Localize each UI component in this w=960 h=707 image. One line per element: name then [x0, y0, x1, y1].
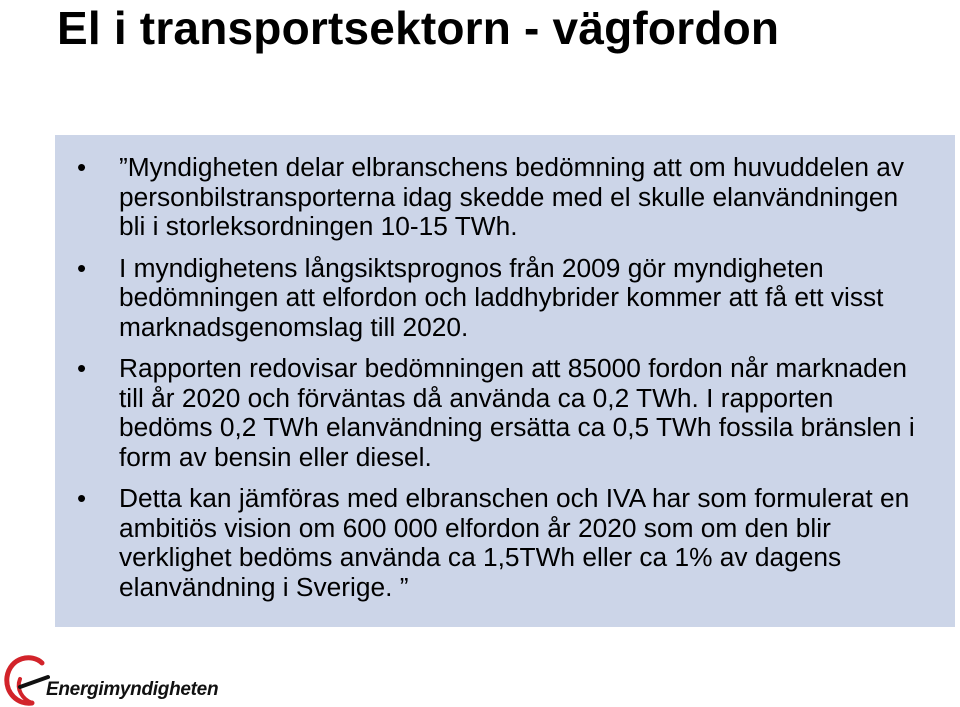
- slide-title: El i transportsektorn - vägfordon: [57, 2, 780, 54]
- bullet-dot-icon: •: [77, 252, 87, 283]
- bullet-item: [55, 354, 955, 472]
- energimyndigheten-logo-icon: [2, 655, 50, 707]
- bullet-text: ”Myndigheten delar elbranschens bedömning att om huvuddelen av personbilstransporterna idag skedde med el skulle elanvändningen bli i storleksordningen 10-15 TWh.: [119, 152, 905, 241]
- bullet-item: [55, 254, 955, 343]
- bullet-dot-icon: •: [77, 152, 87, 182]
- bullet-text: I myndighetens långsiktsprognos från 2009 gör myndigheten bedömningen att elfordon och laddhybrider kommer att få ett visst marknadsgenomslag till 2020.: [119, 252, 884, 342]
- brand-name: Energimyndigheten: [46, 679, 219, 700]
- bullet-text: Rapporten redovisar bedömningen att 85000 fordon når marknaden till år 2020 och förväntas då använda ca 0,2 TWh. I rapporten bedöms 0,2 TWh elanvändning ersätta ca 0,5 TWh fossila bränslen i form av bensin eller diesel.: [119, 353, 915, 472]
- bullet-text: Detta kan jämföras med elbranschen och IVA har som formulerat en ambitiös vision om 600 000 elfordon år 2020 som om den blir verklighet bedöms använda ca 1,5TWh eller ca 1% av dagens elanvändning i Sverige. ”: [119, 483, 910, 602]
- content-box: [55, 135, 955, 627]
- bullet-dot-icon: •: [77, 483, 87, 513]
- bullet-dot-icon: •: [77, 353, 87, 383]
- bullet-item: [55, 153, 955, 242]
- bullet-item: [55, 484, 955, 602]
- bullet-list: [55, 153, 955, 614]
